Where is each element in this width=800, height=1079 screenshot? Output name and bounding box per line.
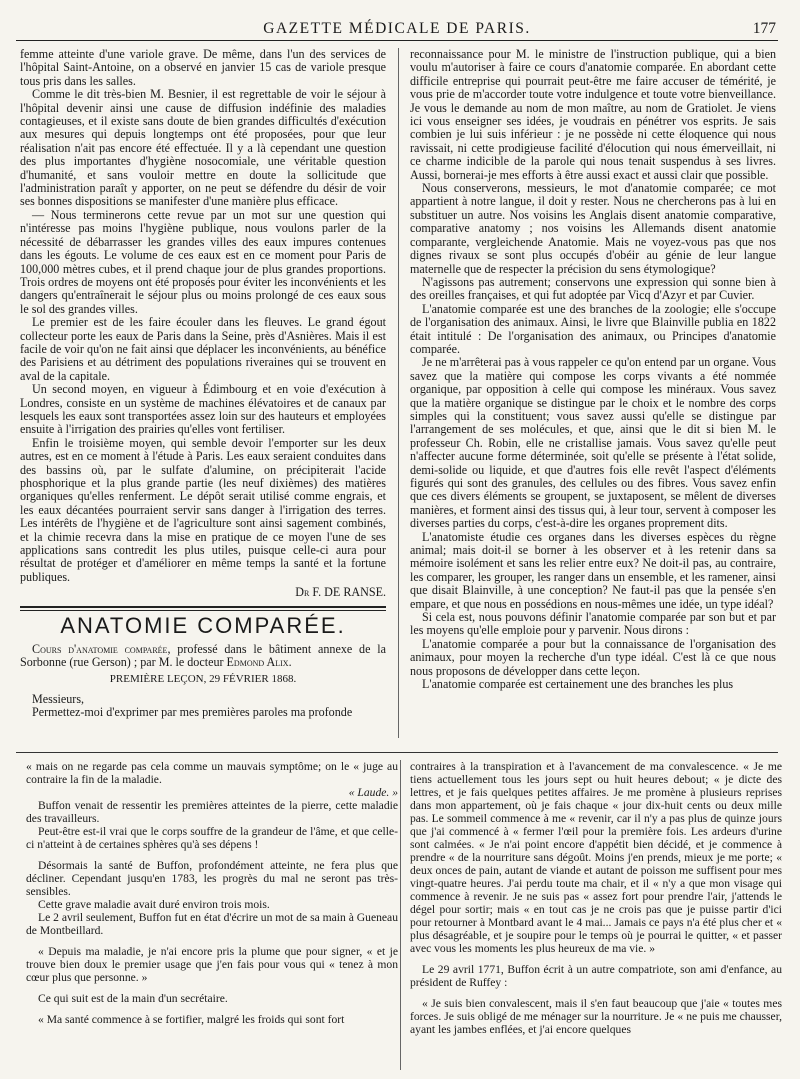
left-paragraph: Le premier est de les faire écouler dans les fleuves. Le grand égout collecteur porte les eaux de Paris dans la Seine, près d'Asnières. Mais il est facile de voir qu'on ne fait ainsi que déplacer les inconvénients, au bénéfice des Parisiens et au détriment des populations riveraines qui se trouvent en aval de la capitale. (20, 315, 386, 383)
lecture-date: PREMIÈRE LEÇON, 29 FÉVRIER 1868. (109, 673, 297, 686)
course-end: . (288, 655, 292, 670)
right-paragraph: N'agissons pas autrement; conservons une expression qui sonne bien à des oreilles françaises, et qui fut adoptée par Vicq d'Azyr et par Cuvier. (410, 274, 776, 303)
feuilleton-left-column (26, 760, 398, 1070)
feuilleton-paragraph: Peut-être est-il vrai que le corps souffre de la grandeur de l'âme, et que celle-ci n'atteint à de certaines sphères qu'à ses dépens ! (26, 825, 398, 851)
section-divider (20, 606, 386, 611)
spacer (410, 989, 782, 997)
feuilleton-paragraph: Le 2 avril seulement, Buffon fut en état d'écrire un mot de sa main à Gueneau de Montbeillard. (26, 911, 398, 937)
left-paragraph: Enfin le troisième moyen, qui semble devoir l'emporter sur les deux autres, est en ce moment à l'étude à Paris. Les eaux seraient conduites dans des bassins où, par le sulfate d'alumine, on précipiterait l'acide phosphorique et la plus grande partie (les neuf dixièmes) des matières organiques qu'elles renferment. Le dépôt serait utilisé comme engrais, et les eaux décantées pourraient servir sans danger à l'irrigation des terres. Les intérêts de l'hygiène et de l'agriculture sont ainsi sagement combinés, et la chimie recevra dans la mise en pratique de ce moyen l'une de ses applications sans contredit les plus utiles, puisque celle-ci aura pour résultat de protéger et d'améliorer en même temps la santé et la fortune publiques. (20, 435, 386, 584)
quote-attribution: « Laude. » (348, 786, 398, 799)
spacer (410, 955, 782, 963)
left-column (20, 48, 386, 738)
right-paragraph: reconnaissance pour M. le ministre de l'instruction publique, qui a bien voulu m'autoriser à faire ce cours d'anatomie comparée. En abordant cette difficile entreprise qui pourrait peut-être me faire accuser de témérité, je vous prie de m'accorder toute votre indulgence et toute votre bienveillance. Je vous le demande au nom de mon maître, au nom de Gratiolet. Je viens ici vous enseigner ses idées, je voudrais en pénétrer vos esprits. Je sais combien je lui suis inférieur : je ne possède ni cette éloquence qui nous ravissait, ni cette prodigieuse facilité d'élocution qui nous émerveillait, ni ce charme indicible de la parole qui nous tenait suspendus à ses livres. Aussi, bornerai-je mes efforts à être aussi exact et aussi clair que possible. (410, 48, 776, 182)
feuilleton-paragraph: « Je suis bien convalescent, mais il s'en faut beaucoup que j'aie « toutes mes forces. Je suis obligé de me ménager sur la nourriture. Je « ne puis me chausser, ayant les jambes enflées, et j'ai encore quelques (410, 997, 782, 1036)
course-text: , professé dans le bâtiment annexe de la Sorbonne (rue Gerson) ; par M. le docteur (20, 641, 386, 670)
left-paragraph: — Nous terminerons cette revue par un mot sur une question qui n'intéresse pas moins l'hygiène publique, nous voulons parler de la nécessité de débarrasser les grandes villes des eaux impures contenues dans les égouts. Le volume de ces eaux est en ce moment pour Paris de 100,000 mètres cubes, et il prend chaque jour de plus grandes proportions. Trois ordres de moyens ont été proposés pour éviter les inconvénients et les dangers qu'entraînerait le séjour plus ou moins prolongé de ces eaux sous le sol des grandes villes. (20, 207, 386, 316)
left-paragraph: Un second moyen, en vigueur à Édimbourg et en voie d'exécution à Londres, consiste en un système de machines élévatoires et de canaux par lesquels les eaux sont transportées assez loin sur des hauteurs et employées ensuite à l'irrigation des prairies qu'elles vont fertiliser. (20, 382, 386, 437)
opening-line: Permettez-moi d'exprimer par mes premières paroles ma profonde (32, 705, 353, 720)
column-divider (398, 48, 399, 738)
spacer (26, 1005, 398, 1013)
course-description (20, 643, 386, 670)
feuilleton-column-divider (400, 760, 401, 1070)
feuilleton-paragraph: Désormais la santé de Buffon, profondément atteinte, ne fera plus que décliner. Cependant jusqu'en 1783, les progrès du mal ne seront pas très-sensibles. (26, 859, 398, 898)
page-header (16, 16, 778, 41)
course-caps: Cours d'anatomie comparée (32, 641, 168, 656)
feuilleton-paragraph: Buffon venait de ressentir les premières atteintes de la pierre, cette maladie des travailleurs. (26, 799, 398, 825)
feuilleton-paragraph: « Depuis ma maladie, je n'ai encore pris la plume que pour signer, « et je trouve bien doux le premier usage que j'en fais pour vous qui « tenez à mon cœur plus que personne. » (26, 945, 398, 984)
feuilleton-paragraph: Cette grave maladie avait duré environ trois mois. (38, 898, 270, 911)
feuilleton-paragraph: Le 29 avril 1771, Buffon écrit à un autre compatriote, son ami d'enfance, au président de Ruffey : (410, 963, 782, 989)
spacer (26, 984, 398, 992)
right-paragraph: L'anatomie comparée est certainement une des branches les plus (422, 677, 734, 692)
right-paragraph: Je ne m'arrêterai pas à vous rappeler ce qu'on entend par un organe. Vous savez que la matière qui compose les corps vivants a été nommée organique, par opposition à celle qui compose les minéraux. Vous savez que la matière organique se distingue par le choix et le nombre des corps simples qui la constituent; vous savez aussi qu'elle se distingue par l'arrangement de ses molécules, et que, ainsi que le dit si bien M. le professeur Ch. Robin, elle ne cristallise jamais. Vous savez qu'elle peut n'affecter aucune forme déterminée, soit qu'elle se présente à l'état solide, demi-solide ou liquide, et que d'autres fois elle revêt l'aspect d'éléments figurés qui sont des granules, des cellules ou des fibres. Vous savez enfin que ces divers éléments se groupent, se juxtaposent, se mêlent de diverses manières, et forment ainsi des tissus qui, à leur tour, servent à composer les diverses parties du corps, c'est-à-dire les organes proprement dits. (410, 355, 776, 531)
feuilleton-paragraph: « Ma santé commence à se fortifier, malgré les froids qui sont fort (38, 1013, 345, 1026)
author-signature: Dr F. DE RANSE. (295, 585, 386, 600)
right-paragraph: L'anatomie comparée est une des branches de la zoologie; elle s'occupe de l'organisation des animaux. Ainsi, le livre que Blainville publia en 1822 était intitulé : De l'organisation des animaux, ou Principes d'anatomie comparée. (410, 301, 776, 356)
spacer (26, 851, 398, 859)
feuilleton-paragraph: contraires à la transpiration et à l'avancement de ma convalescence. « Je me tiens actuellement tous les jours sept ou huit heures debout; « je dicte des lettres, et je fais quelques petites affaires. Je me promène à plusieurs reprises dans mon appartement, où je fais chaque « jour dix-huit cents ou deux mille pas. Le sommeil commence à me « revenir, car il n'y a pas plus de quinze jours que j'ai commencé à « fermer l'œil pour la première fois. Les ardeurs d'urine sont calmées. « Je n'ai point encore d'appétit bien décidé, et je commence à prendre « de la nourriture sans dégoût. Moins j'en prends, mieux je me porte; « deux onces de pain, autant de viande et autant de poisson me suffisent pour mes vingt-quatre heures. J'ai perdu toute ma chair, et il « n'y a que mon visage qui commence à revenir. Je ne suis pas « assez fort pour prendre l'air, j'attends le dégel pour sortir; mais « en tout cas je ne crois pas que je puisse partir d'ici pour retourner à Montbard avant le 4 mai... Jamais ce pays n'a été plus cher et « plus désagréable, et je soupire pour le temps où je pourrai le quitter, « et passer avec vous les moments les plus heureux de ma vie. » (410, 760, 782, 955)
course-author: Edmond Alix (226, 655, 289, 670)
running-title: GAZETTE MÉDICALE DE PARIS. (263, 20, 531, 37)
left-paragraph: Comme le dit très-bien M. Besnier, il est regrettable de voir le séjour à l'hôpital devenir ainsi une cause de diffusion indéfinie des maladies contagieuses, et il existe sans doute de bien grandes difficultés d'exécution aux mesures qui depuis longtemps ont été proposées, pour que leur réalisation n'ait pas encore été effectuée. Il y a là cependant une question des plus importantes d'hygiène nosocomiale, une véritable question d'humanité, et sans vouloir mettre en doute la sollicitude que l'administration paraît y apporter, on ne peut se défendre du désir de voir ses bonnes dispositions se manifester d'une manière plus efficace. (20, 87, 386, 209)
right-column (410, 48, 776, 738)
right-paragraph: Nous conserverons, messieurs, le mot d'anatomie comparée; ce mot appartient à notre langue, il doit y rester. Nous ne chercherons pas à lui en substituer un autre. Nos voisins les Anglais disent anatomie comparative, comparative anatomy ; nos voisins les Allemands disent anatomie comparante, vergleichende Anatomie. Mais ne voyez-vous pas que nos dignes rivaux se sont plus occupés d'obéir au génie de leur langue maternelle que de respecter la précision du sens étymologique? (410, 181, 776, 276)
salutation: Messieurs, (32, 691, 85, 706)
feuilleton-right-column (410, 760, 782, 1070)
feuilleton-paragraph: « mais on ne regarde pas cela comme un mauvais symptôme; on le « juge au contraire la fin de la maladie. (26, 760, 398, 786)
right-paragraph: Si cela est, nous pouvons définir l'anatomie comparée par son but et par les moyens qu'elle emploie pour y parvenir. Nous dirons : (410, 610, 776, 638)
left-paragraph: femme atteinte d'une variole grave. De même, dans l'un des services de l'hôpital Saint-Antoine, on a observé en janvier 15 cas de variole presque tous pris dans les salles. (20, 48, 386, 88)
right-paragraph: L'anatomiste étudie ces organes dans les diverses espèces du règne animal; mais doit-il se borner à les observer et à les retenir dans sa mémoire isolément et sans les relier entre eux? Ne doit-il pas, au contraire, les comparer, les grouper, les ranger dans un ensemble, et les ramener, ainsi que disait Blainville, à une conception? Ne faut-il pas que la pensée s'en empare, et que nous en possédions en nous-mêmes une idée, un type idéal? (410, 529, 776, 611)
feuilleton-rule (16, 752, 778, 753)
page-number: 177 (752, 20, 776, 37)
section-title: ANATOMIE COMPARÉE. (60, 612, 346, 638)
spacer (26, 937, 398, 945)
feuilleton-paragraph: Ce qui suit est de la main d'un secrétaire. (38, 992, 228, 1005)
right-paragraph: L'anatomie comparée a pour but la connaissance de l'organisation des animaux, pour moyen la recherche d'un type idéal. C'est là ce que nous nous proposons de développer dans cette leçon. (410, 636, 776, 678)
